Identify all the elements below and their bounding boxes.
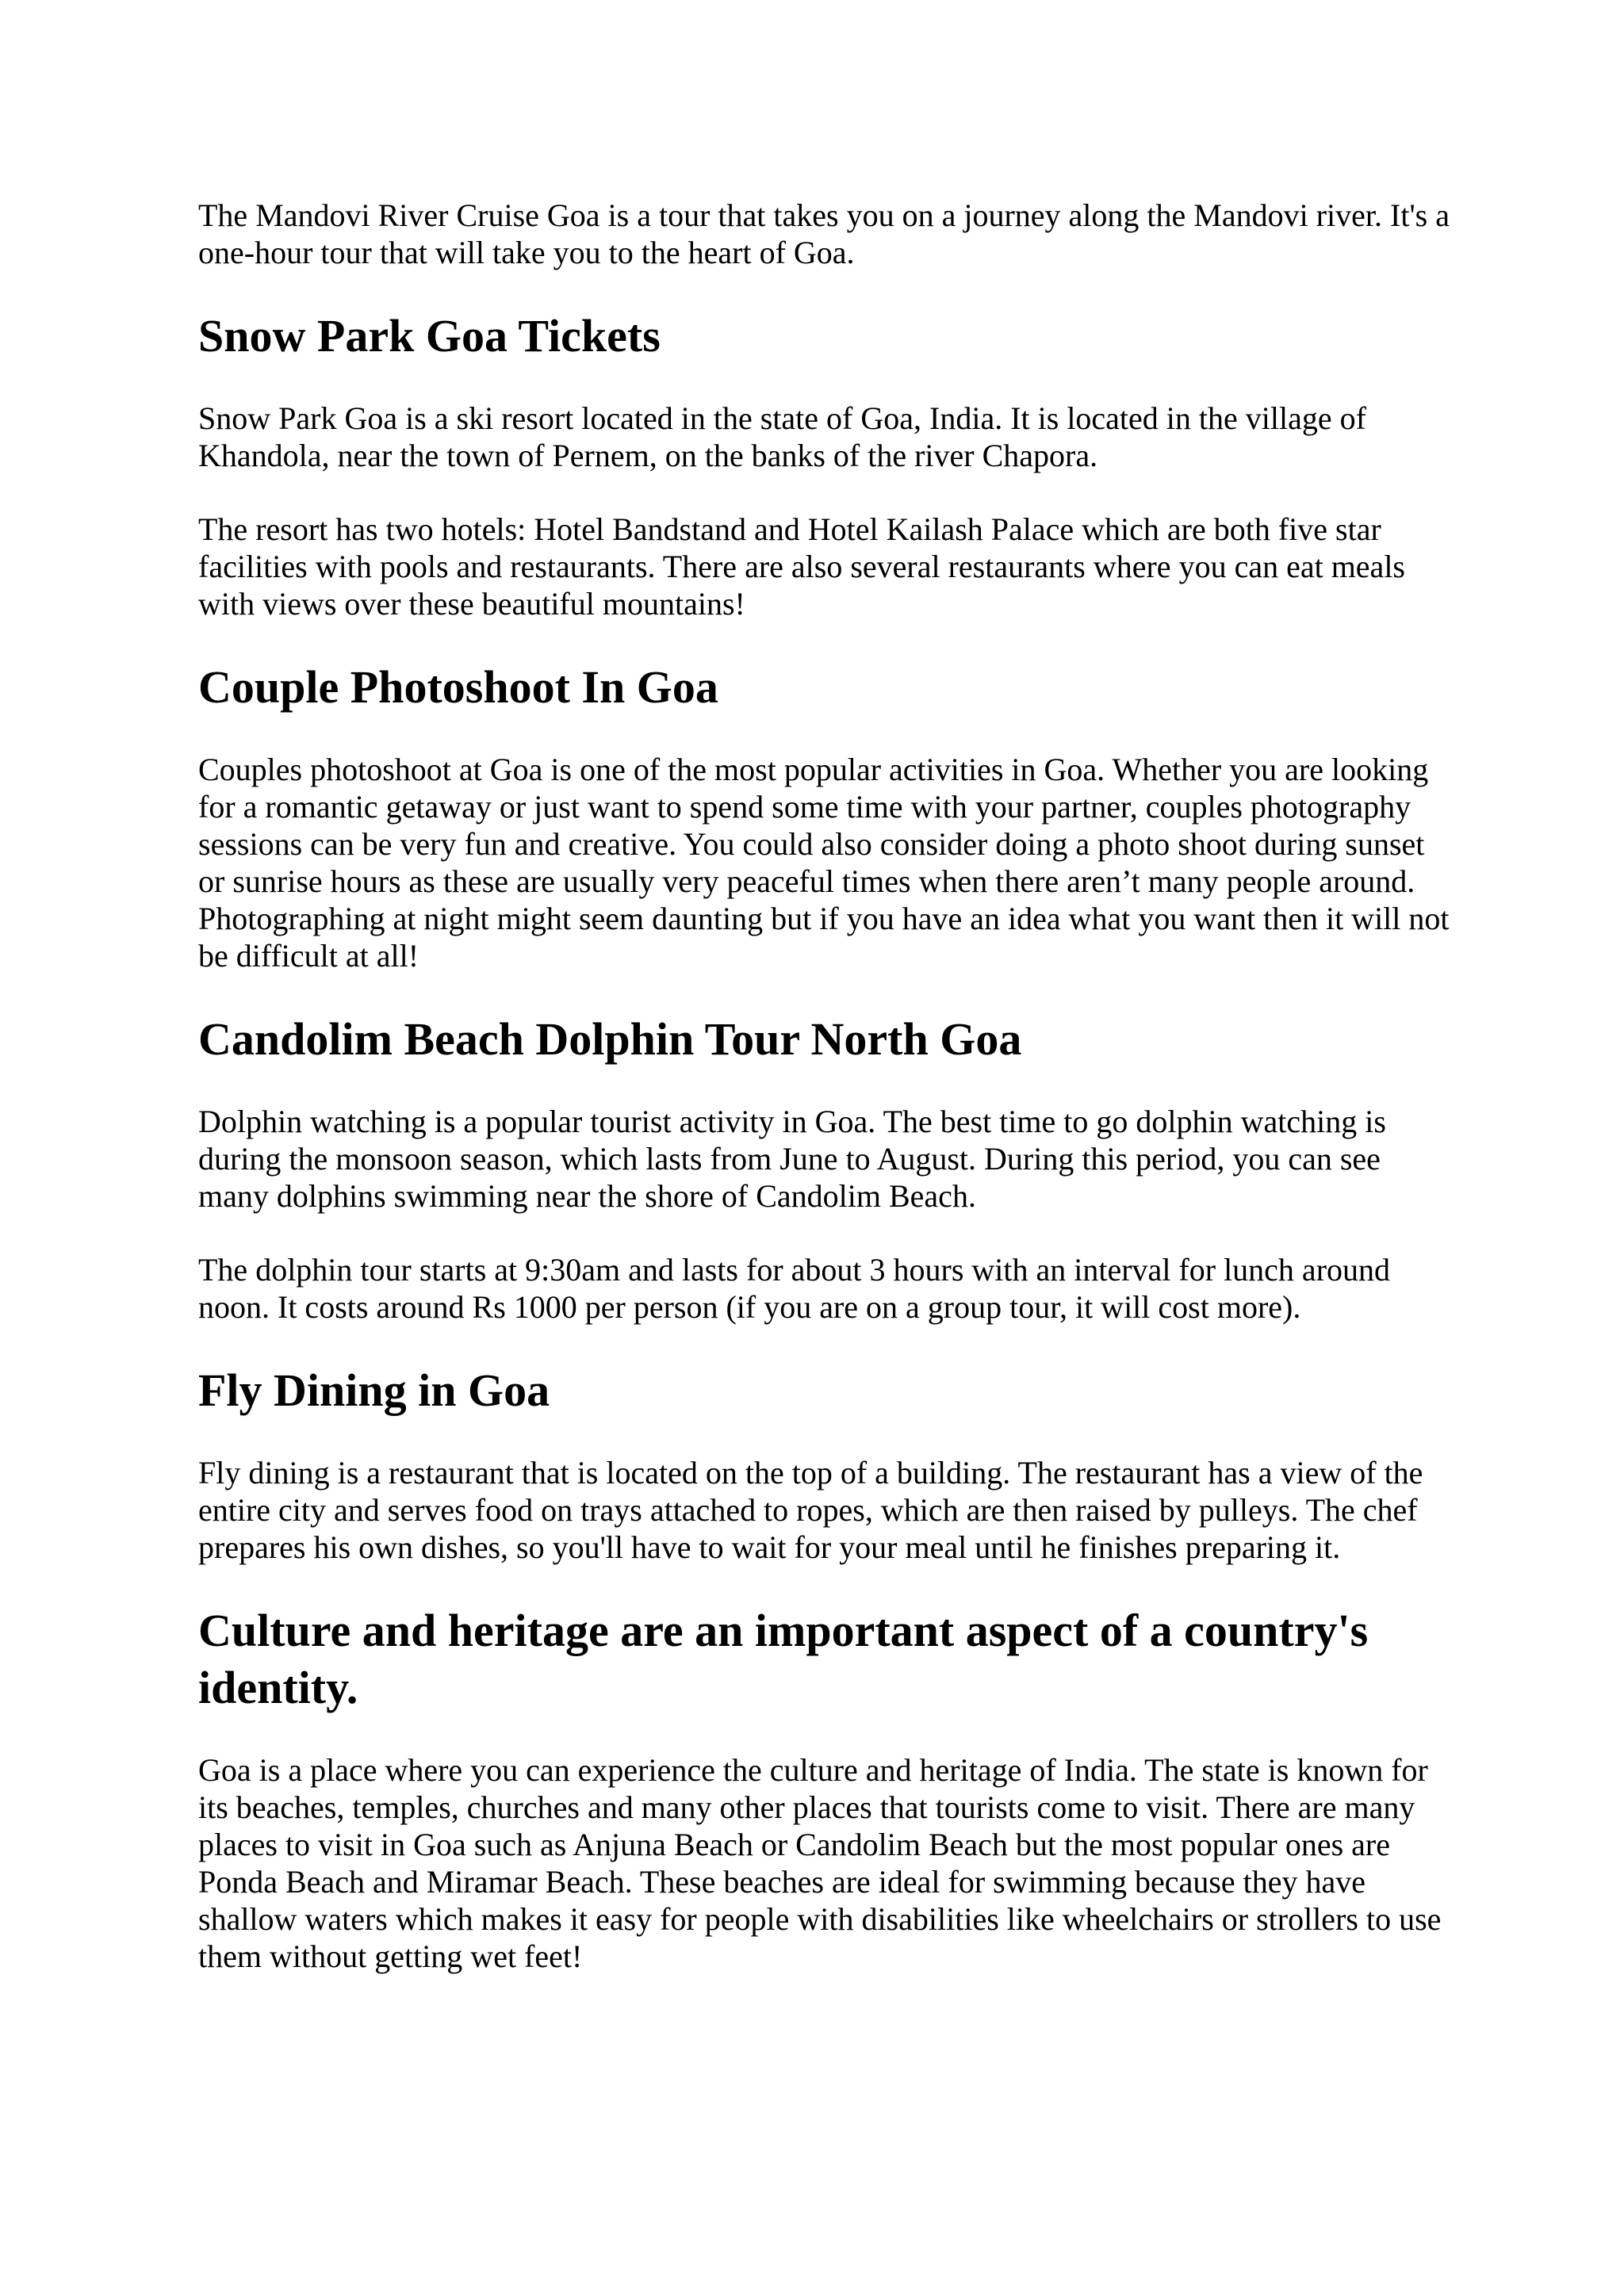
- section-paragraph: Couples photoshoot at Goa is one of the most popular activities in Goa. Whether you are looking for a romantic getaway or just want to spend some time with your partner, couples photography sessions can be very fun and creative. You could also consider doing a photo shoot during sunset or sunrise hours as these are usually very peaceful times when there aren’t many people around. Photographing at night might seem daunting but if you have an idea what you want then it will not be difficult at all!: [198, 752, 1450, 974]
- section-heading-culture-heritage: Culture and heritage are an important aspect of a country's identity.: [198, 1605, 1369, 1713]
- section-heading-dolphin-tour: Candolim Beach Dolphin Tour North Goa: [198, 1013, 1022, 1065]
- section-heading-couple-photoshoot: Couple Photoshoot In Goa: [198, 661, 718, 713]
- section-paragraph: Goa is a place where you can experience the culture and heritage of India. The state is known for its beaches, temples, churches and many other places that tourists come to visit. There are many places to visit in Goa such as Anjuna Beach or Candolim Beach but the most popular ones are Ponda Beach and Miramar Beach. These beaches are ideal for swimming because they have shallow waters which makes it easy for people with disabilities like wheelchairs or strollers to use them without getting wet feet!: [198, 1752, 1442, 1974]
- section-heading-snow-park: Snow Park Goa Tickets: [198, 310, 661, 362]
- section-paragraph: Dolphin watching is a popular tourist activity in Goa. The best time to go dolphin watching is during the monsoon season, which lasts from June to August. During this period, you can see many dolphins swimming near the shore of Candolim Beach.: [198, 1104, 1386, 1214]
- section-paragraph: Snow Park Goa is a ski resort located in the state of Goa, India. It is located in the village of Khandola, near the town of Pernem, on the banks of the river Chapora.: [198, 400, 1366, 473]
- section-heading-fly-dining: Fly Dining in Goa: [198, 1364, 550, 1416]
- section-paragraph: The resort has two hotels: Hotel Bandstand and Hotel Kailash Palace which are both five star facilities with pools and restaurants. There are also several restaurants where you can eat meals with views over these beautiful mountains!: [198, 511, 1405, 622]
- section-paragraph: Fly dining is a restaurant that is located on the top of a building. The restaurant has a view of the entire city and serves food on trays attached to ropes, which are then raised by pulleys. The chef prepares his own dishes, so you'll have to wait for your meal until he finishes preparing it.: [198, 1455, 1423, 1565]
- section-paragraph: The dolphin tour starts at 9:30am and lasts for about 3 hours with an interval for lunch around noon. It costs around Rs 1000 per person (if you are on a group tour, it will cost more).: [198, 1252, 1391, 1325]
- intro-paragraph: The Mandovi River Cruise Goa is a tour that takes you on a journey along the Mandovi river. It's a one-hour tour that will take you to the heart of Goa.: [198, 197, 1450, 270]
- document-page: [198, 197, 1451, 2011]
